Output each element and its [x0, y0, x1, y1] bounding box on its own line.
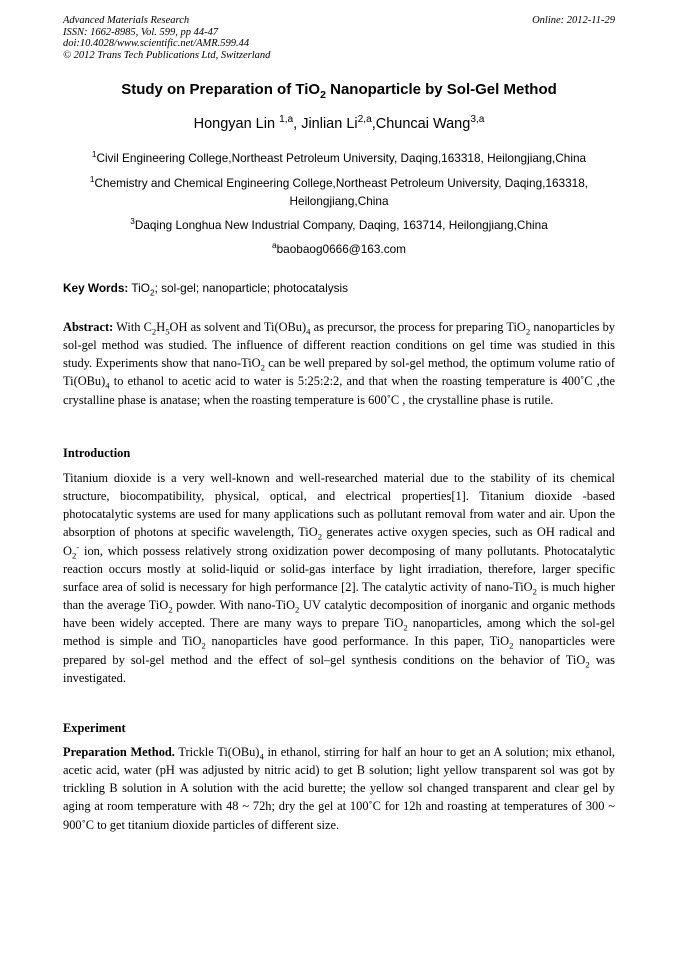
journal-name: Advanced Materials Research: [63, 15, 190, 26]
author-1: Hongyan Lin: [193, 116, 280, 132]
journal-doi: doi:10.4028/www.scientific.net/AMR.599.44: [63, 38, 250, 50]
experiment-heading: Experiment: [63, 721, 126, 735]
abstract-label: Abstract:: [63, 320, 114, 334]
journal-copyright: © 2012 Trans Tech Publications Ltd, Switzerland: [63, 49, 271, 61]
keywords: Key Words: TiO$_2$; sol-gel; nanoparticle; photocatalysis: [63, 281, 349, 298]
journal-issn: ISSN: 1662-8985, Vol. 599, pp 44-47: [63, 26, 219, 38]
keywords-label: Key Words:: [63, 281, 129, 295]
affiliation-2: $^1$Chemistry and Chemical Engineering College,Northeast Petroleum University, Daqing,163318, Heilongjiang,China: [89, 175, 589, 208]
paper-title: Study on Preparation of TiO$_2$ Nanoparticle by Sol-Gel Method: [121, 81, 557, 101]
affiliation-1: $^1$Civil Engineering College,Northeast Petroleum University, Daqing,163318, Heilongjiang,China: [91, 150, 587, 165]
introduction-heading: Introduction: [63, 446, 131, 460]
author-list: Hongyan Lin $^{1,a}$, Jinlian Li$^{2,a}$,Chuncai Wang$^{3,a}$: [193, 114, 485, 132]
online-date: Online: 2012-11-29: [532, 15, 615, 26]
introduction-body: Titanium dioxide is a very well-known and well-researched material due to the stability of its chemical structure, biocompatibility, physical, optical, and electrical properties[1]. Titanium dioxide -based photocatalytic systems are used for many applications such as pollutant removal from water and air. Upon the absorption of photons at specific wavelength, TiO$_2$ generates active oxygen species, such as OH radical and $O_2^-$ ion, which possess relatively strong oxidization power decomposing of many pollutants. Photocatalytic reaction occurs mostly at solid-liquid or solid-gas interface by light irradiation, therefore, larger specific surface area of solid is necessary for high performance [2]. The catalytic activity of nano-TiO$_2$ is much higher than the average TiO$_2$ powder. With nano-TiO$_2$ UV catalytic decomposition of inorganic and organic methods have been widely accepted. There are many ways to prepare TiO$_2$ nanoparticles, among which the sol-gel method is simple and TiO$_2$ nanoparticles have good performance. In this paper, TiO$_2$ nanoparticles were prepared by sol-gel method and the effect of sol–gel synthesis conditions on the behavior of TiO$_2$ was investigated.: [63, 471, 616, 685]
author-3: ,Chuncai Wang: [371, 116, 471, 132]
experiment-body: Preparation Method. Trickle $Ti(OBu)_4$ in ethanol, stirring for half an hour to get an A solution; mix ethanol, acetic acid, water (pH was adjusted by nitric acid) to get B solution; light yellow transparent sol was got by trickling B solution in A solution with the acid burette; the yellow sol changed transparent and clear gel by aging at room temperature with 48 ~ 72h; dry the gel at 100˚C for 12h and roasting at temperatures of 300 ~ 900˚C to get titanium dioxide particles of different size.: [63, 745, 616, 832]
abstract: Abstract: With $C_2H_5OH$ as solvent and $Ti(OBu)_4$ as precursor, the process for preparing TiO$_2$ nanoparticles by sol-gel method was studied. The influence of different reaction conditions on gel time was studied in this study. Experiments show that nano-TiO$_2$ can be well prepared by sol-gel method, the optimum volume ratio of $Ti(OBu)_4$ to ethanol to acetic acid to water is 5:25:2:2, and that when the roasting temperature is 400˚C ,the crystalline phase is anatase; when the roasting temperature is 600˚C , the crystalline phase is rutile.: [63, 320, 616, 407]
author-email: $^a$baobaog0666@163.com: [272, 241, 406, 256]
affiliation-3: $^3$Daqing Longhua New Industrial Company, Daqing, 163714, Heilongjiang,China: [130, 217, 548, 232]
preparation-method-label: Preparation Method.: [63, 745, 175, 759]
journal-header: [63, 15, 615, 61]
author-2: , Jinlian Li: [293, 116, 358, 132]
